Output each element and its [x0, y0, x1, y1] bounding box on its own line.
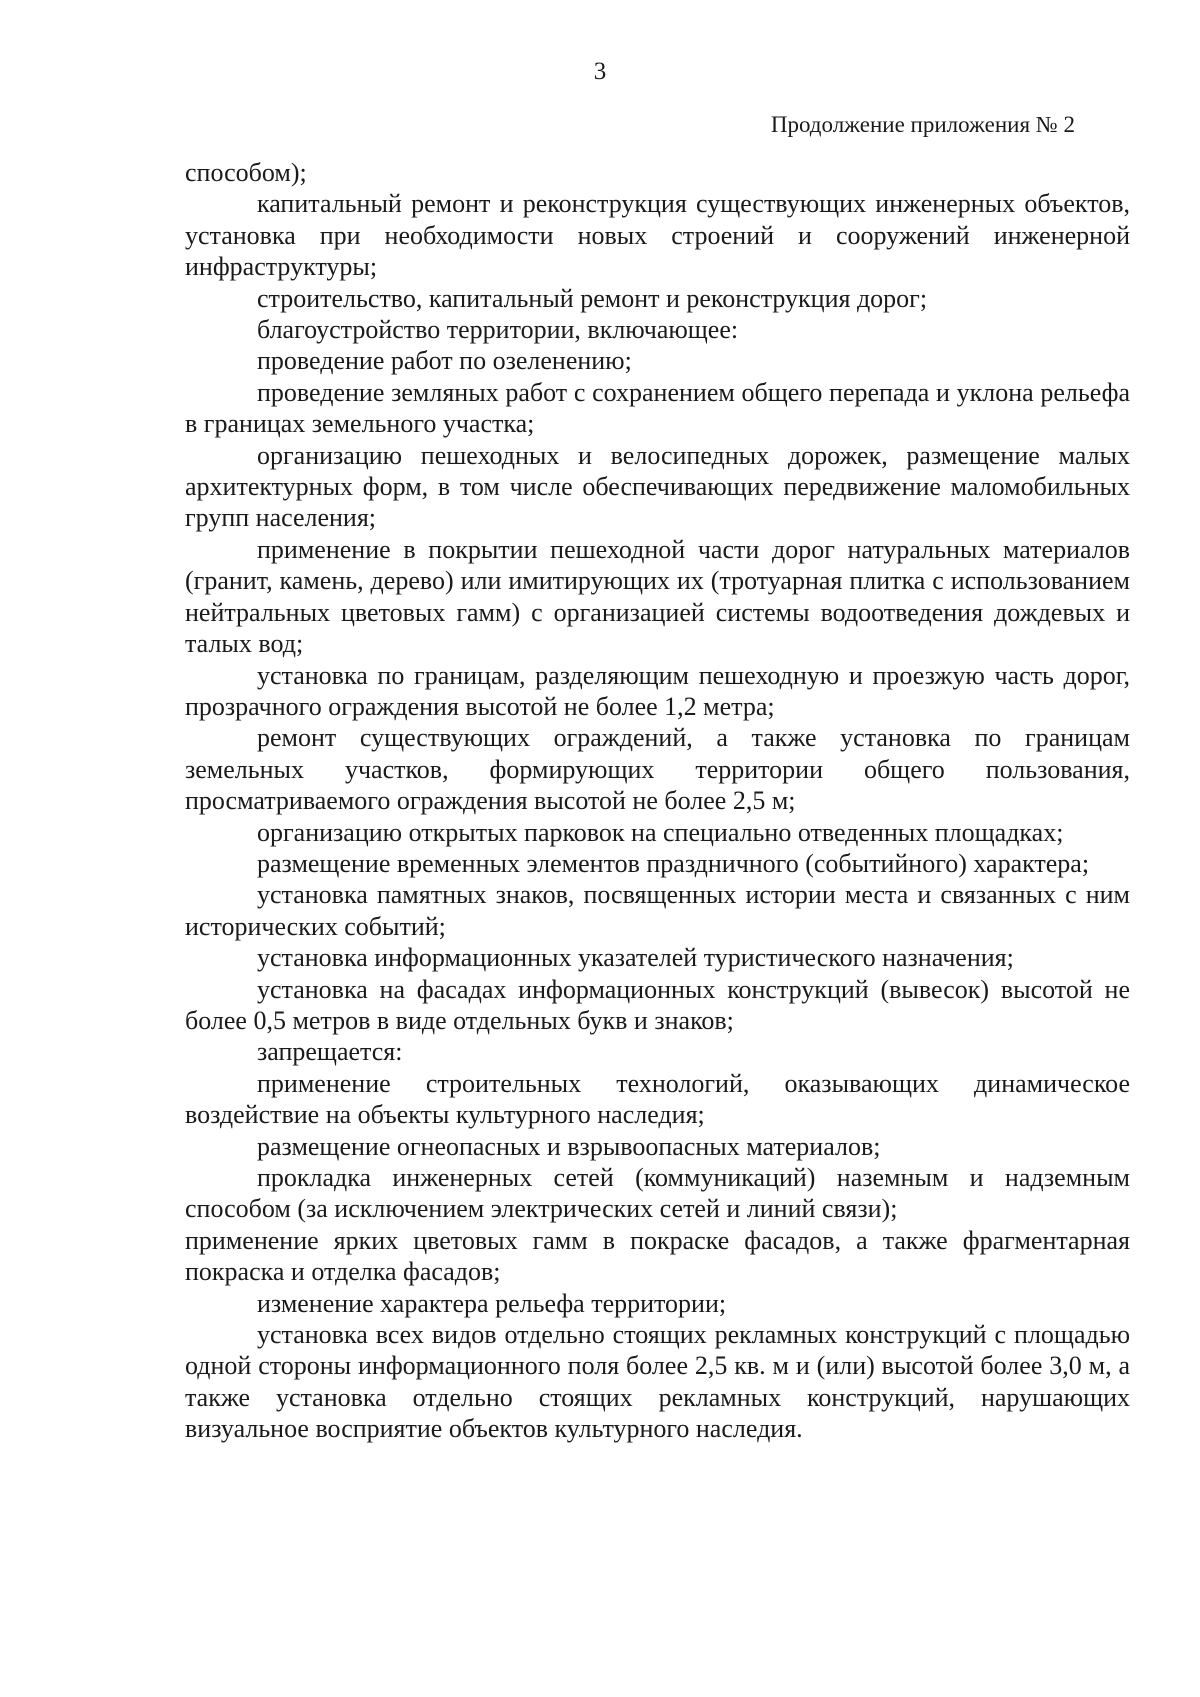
paragraph: организацию пешеходных и велосипедных дорожек, размещение малых архитектурных форм, в том числе обеспечивающих передвижение маломобильных групп населения;: [185, 440, 1130, 533]
paragraph: установка информационных указателей туристического назначения;: [257, 943, 1014, 973]
paragraph-prohibited-heading: запрещается:: [257, 1037, 403, 1067]
appendix-header: Продолжение приложения № 2: [770, 112, 1075, 137]
paragraph: организацию открытых парковок на специально отведенных площадках;: [257, 817, 1064, 847]
paragraph: применение в покрытии пешеходной части дорог натуральных материалов (гранит, камень, дерево) или имитирующих их (тротуарная плитка с использованием нейтральных цветовых гамм) с организацией системы водоотведения дождевых и талых вод;: [185, 534, 1130, 659]
page-number: 3: [593, 58, 607, 85]
paragraph: прокладка инженерных сетей (коммуникаций) наземным и надземным способом (за исключением электрических сетей и линий связи);: [185, 1163, 1130, 1224]
paragraph: установка всех видов отдельно стоящих рекламных конструкций с площадью одной стороны информационного поля более 2,5 кв. м и (или) высотой более 3,0 м, а также установка отдельно стоящих рекламных конструкций, нарушающих визуальное восприятие объектов культурного наследия.: [185, 1320, 1130, 1444]
paragraph: строительство, капитальный ремонт и реконструкция дорог;: [257, 283, 928, 313]
paragraph: изменение характера рельефа территории;: [257, 1288, 727, 1318]
paragraph: проведение работ по озеленению;: [257, 346, 632, 376]
paragraph: установка по границам, разделяющим пешеходную и проезжую часть дорог, прозрачного ограждения высотой не более 1,2 метра;: [185, 660, 1130, 721]
paragraph: установка памятных знаков, посвященных истории места и связанных с ним исторических событий;: [185, 880, 1130, 941]
paragraph: благоустройство территории, включающее:: [257, 315, 739, 345]
paragraph: установка на фасадах информационных конструкций (вывесок) высотой не более 0,5 метров в виде отдельных букв и знаков;: [185, 974, 1130, 1035]
document-body: [185, 157, 1130, 1445]
paragraph: проведение земляных работ с сохранением общего перепада и уклона рельефа в границах земельного участка;: [185, 377, 1130, 439]
paragraph: размещение временных элементов праздничного (событийного) характера;: [257, 848, 1090, 878]
paragraph: капитальный ремонт и реконструкция существующих инженерных объектов, установка при необходимости новых строений и сооружений инженерной инфраструктуры;: [185, 189, 1130, 282]
paragraph: применение строительных технологий, оказывающих динамическое воздействие на объекты культурного наследия;: [185, 1068, 1130, 1130]
paragraph-continuation: способом);: [185, 158, 307, 187]
paragraph: ремонт существующих ограждений, а также установка по границам земельных участков, формирующих территории общего пользования, просматриваемого ограждения высотой не более 2,5 м;: [185, 723, 1130, 816]
paragraph: применение ярких цветовых гамм в покраске фасадов, а также фрагментарная покраска и отделка фасадов;: [185, 1225, 1130, 1287]
paragraph: размещение огнеопасных и взрывоопасных материалов;: [257, 1131, 881, 1161]
